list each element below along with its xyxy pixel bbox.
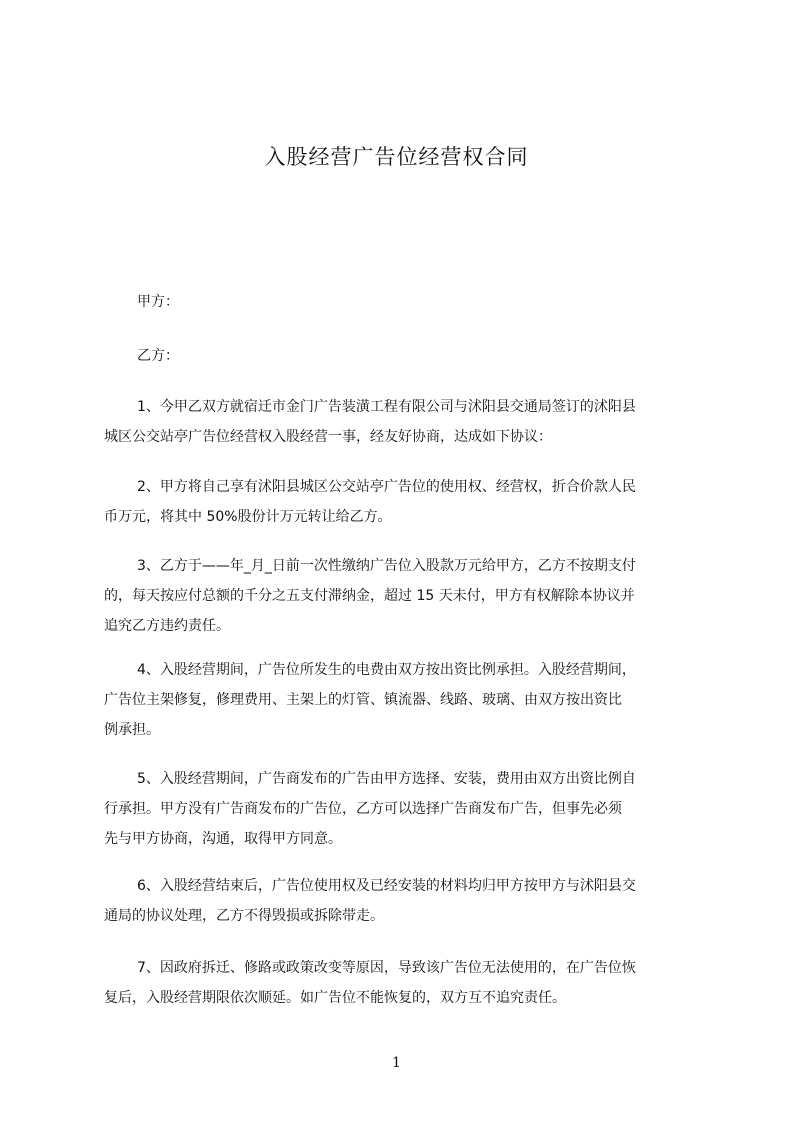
- clause-line: 的，每天按应付总额的千分之五支付滞纳金，超过 15 天未付，甲方有权解除本协议并: [104, 588, 635, 604]
- clause-7: [104, 953, 714, 1013]
- clause-line: 行承担。甲方没有广告商发布的广告位，乙方可以选择广告商发布广告，但事先必须: [104, 801, 622, 817]
- clause-6: [104, 871, 714, 931]
- clause-line: 6、入股经营结束后，广告位使用权及已经安装的材料均归甲方按甲方与沭阳县交: [137, 878, 636, 894]
- clause-line: 追究乙方违约责任。: [104, 618, 230, 634]
- clause-line: 复后，入股经营期限依次顺延。如广告位不能恢复的，双方互不追究责任。: [104, 990, 566, 1006]
- clause-line: 1、今甲乙双方就宿迁市金门广告装潢工程有限公司与沭阳县交通局签订的沭阳县: [137, 399, 636, 415]
- clause-line: 3、乙方于——年_月_日前一次性缴纳广告位入股款万元给甲方，乙方不按期支付: [137, 558, 636, 574]
- party-a-label: 甲方：: [137, 294, 179, 310]
- clause-line: 4、入股经营期间，广告位所发生的电费由双方按出资比例承担。入股经营期间，: [137, 662, 636, 678]
- clause-line: 通局的协议处理，乙方不得毁损或拆除带走。: [104, 908, 384, 924]
- clause-3: [104, 551, 714, 641]
- clause-line: 2、甲方将自己享有沭阳县城区公交站亭广告位的使用权、经营权，折合价款人民: [137, 479, 636, 495]
- clause-line: 城区公交站亭广告位经营权入股经营一事，经友好协商，达成如下协议：: [104, 429, 552, 445]
- document-title: 入股经营广告位经营权合同: [264, 145, 529, 169]
- clause-2: [104, 472, 714, 532]
- clause-1: [104, 392, 714, 452]
- page-number: 1: [392, 1055, 401, 1071]
- clause-line: 7、因政府拆迁、修路或政策改变等原因，导致该广告位无法使用的，在广告位恢: [137, 960, 636, 976]
- clause-line: 广告位主架修复，修理费用、主架上的灯管、镇流器、线路、玻璃、由双方按出资比: [104, 692, 622, 708]
- clause-line: 币万元，将其中 50%股份计万元转让给乙方。: [104, 509, 392, 525]
- party-b-label: 乙方：: [137, 348, 179, 364]
- clause-line: 例承担。: [104, 722, 160, 738]
- clause-4: [104, 655, 714, 745]
- clause-line: 先与甲方协商，沟通，取得甲方同意。: [104, 831, 342, 847]
- clause-5: [104, 764, 714, 854]
- clause-line: 5、入股经营期间，广告商发布的广告由甲方选择、安装，费用由双方出资比例自: [137, 771, 636, 787]
